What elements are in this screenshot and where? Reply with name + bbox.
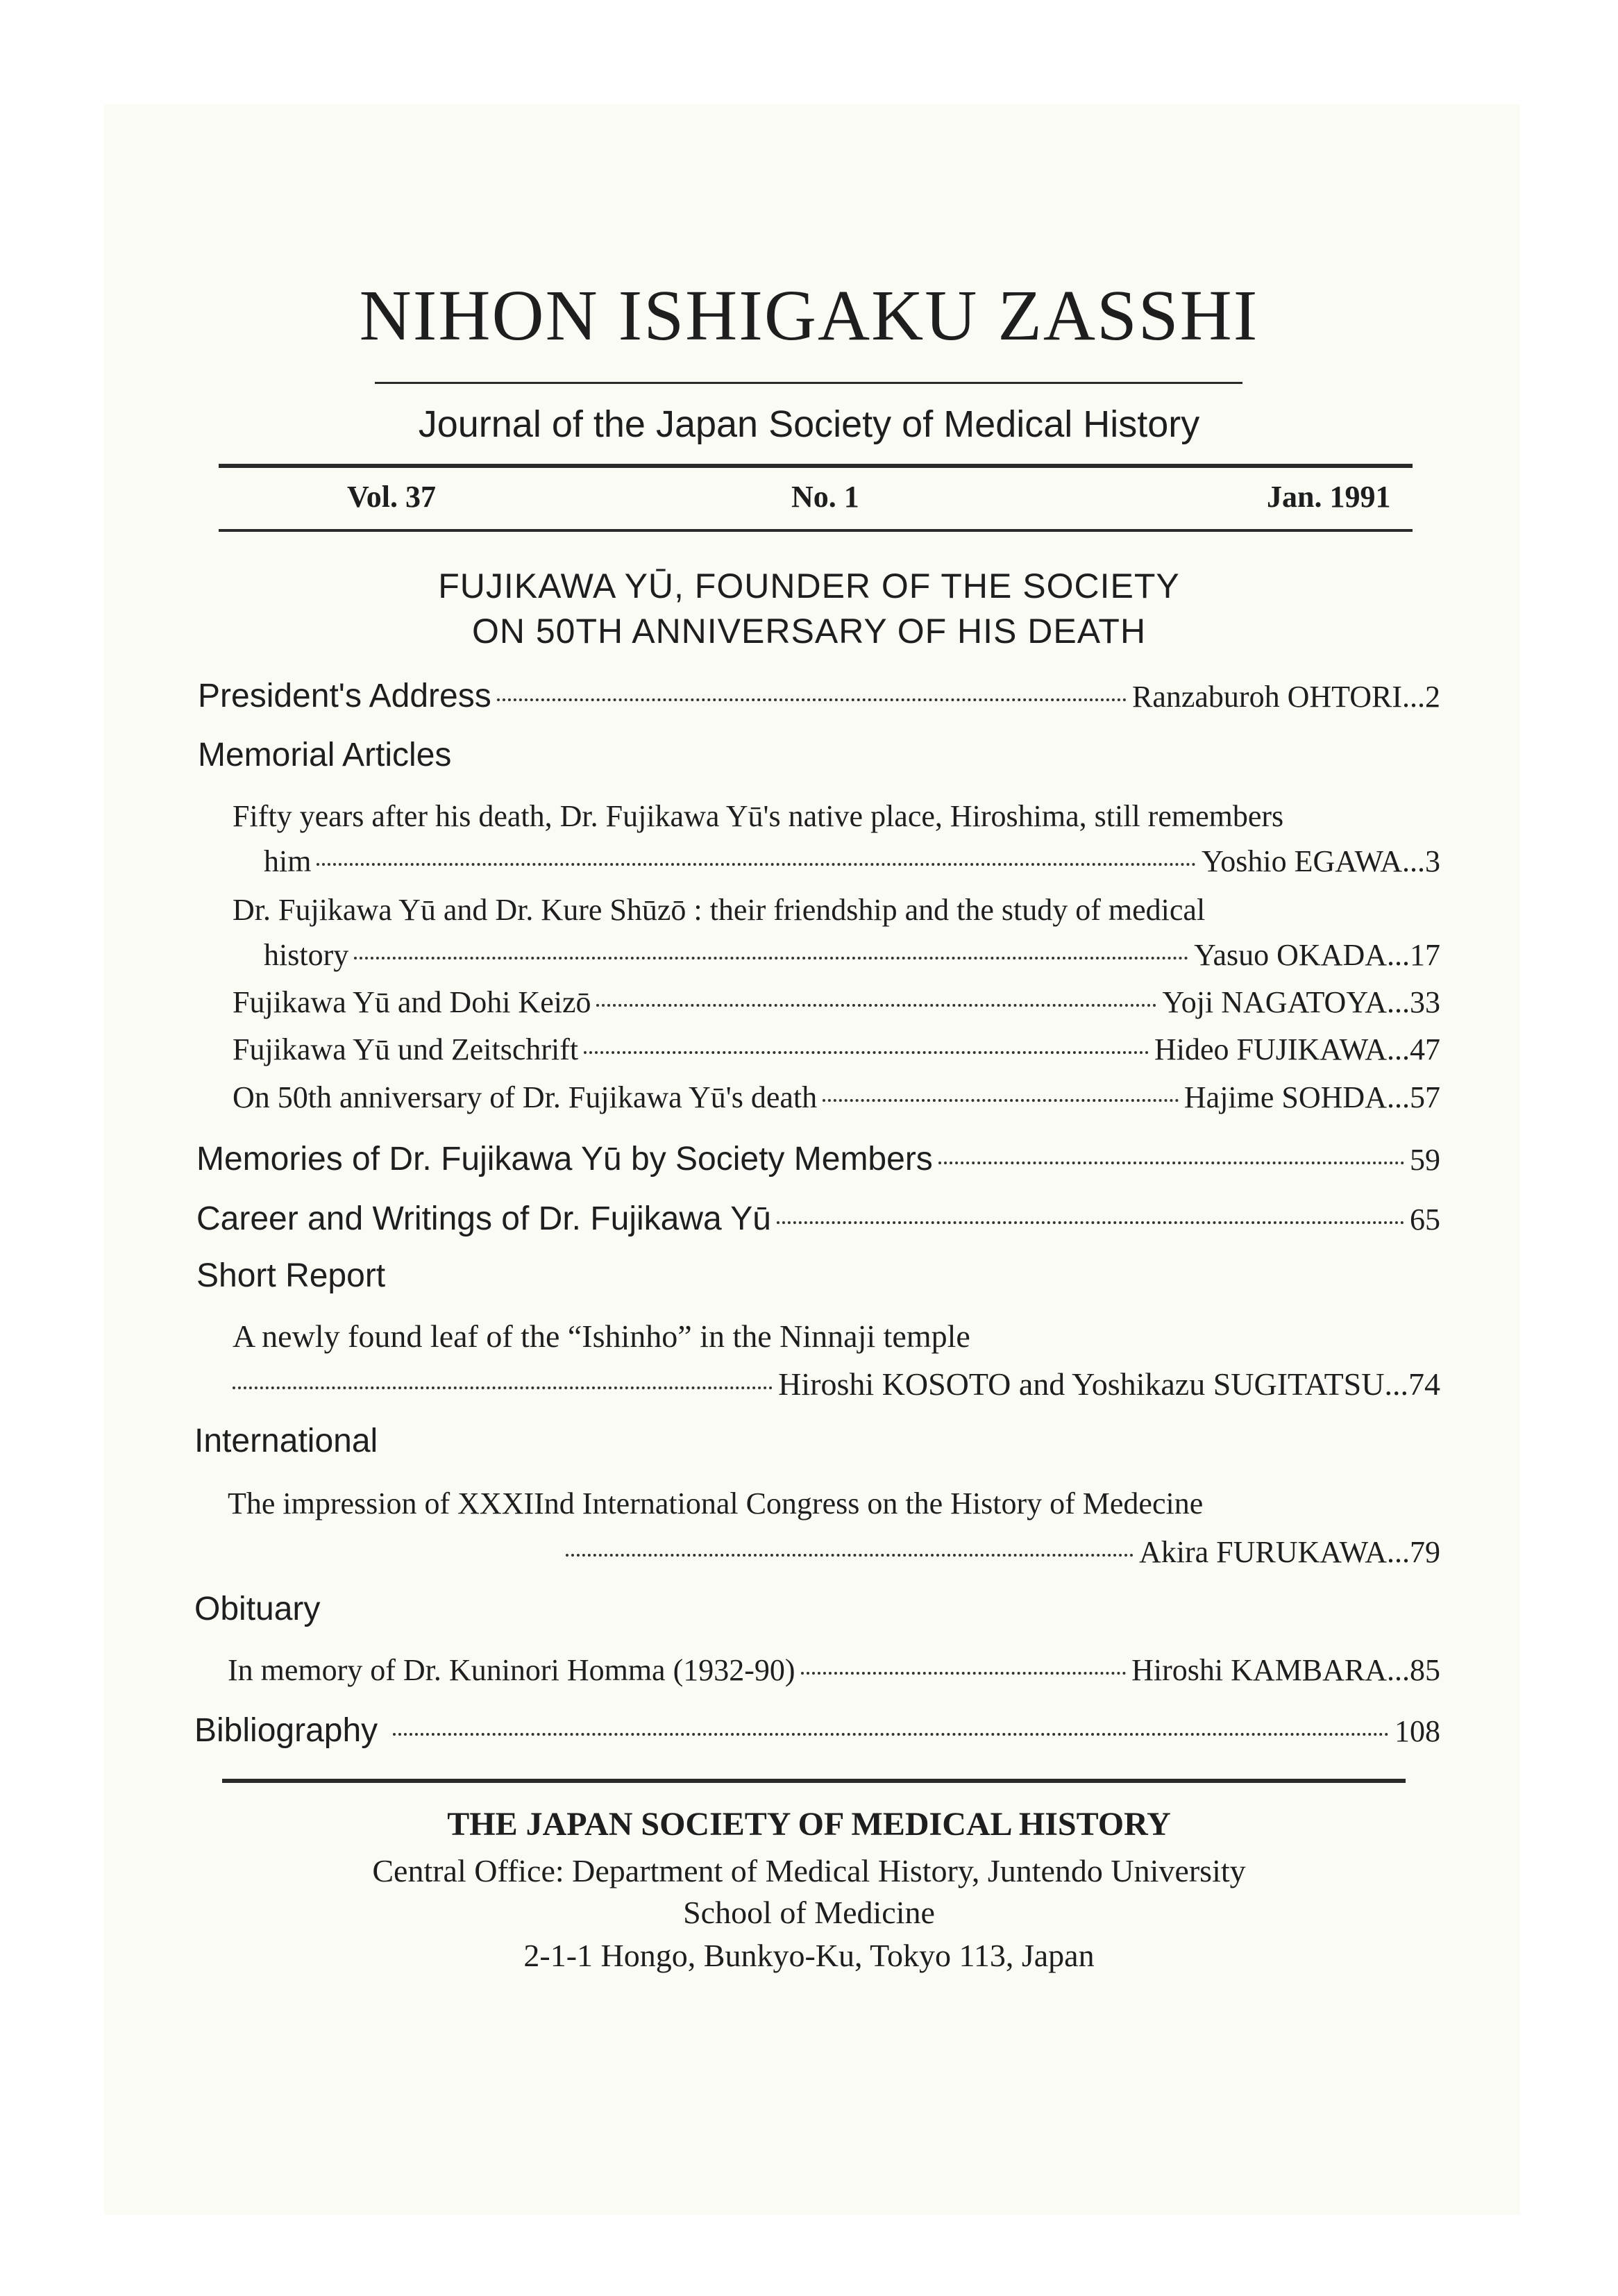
toc-title: In memory of Dr. Kuninori Homma (1932-90): [228, 1653, 795, 1687]
issue-top-rule: [219, 464, 1413, 468]
toc-author-page: Yoshio EGAWA...3: [1201, 844, 1440, 878]
issue-bottom-rule: [219, 529, 1413, 532]
toc-entry-presidents-address[interactable]: [198, 677, 1440, 715]
issue-number: No. 1: [791, 480, 859, 514]
publisher-address: 2-1-1 Hongo, Bunkyo-Ku, Tokyo 113, Japan: [523, 1938, 1095, 1973]
toc-entry-nagatoya[interactable]: [233, 984, 1440, 1020]
toc-entry-kosoto[interactable]: [233, 1366, 1440, 1402]
toc-entry-furukawa[interactable]: [566, 1534, 1440, 1570]
toc-author-page: Hideo FUJIKAWA...47: [1154, 1032, 1440, 1066]
dot-leader: [777, 1221, 1404, 1224]
toc-entry-career[interactable]: [196, 1200, 1440, 1238]
toc-page: 59: [1410, 1143, 1440, 1177]
volume-number: Vol. 37: [347, 480, 436, 514]
toc-entry-memories[interactable]: [196, 1140, 1440, 1178]
dot-leader: [393, 1733, 1389, 1736]
dot-leader: [596, 1004, 1156, 1007]
dot-leader: [566, 1554, 1134, 1557]
toc-entry-line: Dr. Fujikawa Yū and Dr. Kure Shūzō : their friendship and the study of medical: [233, 893, 1206, 927]
toc-author-page: Hiroshi KAMBARA...85: [1131, 1653, 1440, 1687]
toc-title: On 50th anniversary of Dr. Fujikawa Yū's death: [233, 1080, 818, 1114]
toc-title: Fujikawa Yū und Zeitschrift: [233, 1032, 579, 1066]
toc-title: Career and Writings of Dr. Fujikawa Yū: [196, 1200, 771, 1237]
toc-entry-fujikawa[interactable]: [233, 1032, 1440, 1067]
footer-rule: [222, 1779, 1406, 1783]
toc-title: history: [264, 938, 349, 972]
toc-author-page: Akira FURUKAWA...79: [1138, 1535, 1440, 1569]
toc-author-page: Hiroshi KOSOTO and Yoshikazu SUGITATSU...74: [778, 1366, 1440, 1402]
toc-entry-line: A newly found leaf of the “Ishinho” in the Ninnaji temple: [233, 1318, 970, 1354]
toc-title: him: [264, 844, 312, 878]
publisher-office-line1: Central Office: Department of Medical History, Juntendo University: [372, 1853, 1246, 1888]
journal-title: NIHON ISHIGAKU ZASSHI: [359, 276, 1259, 355]
dot-leader: [801, 1672, 1127, 1675]
dot-leader: [823, 1099, 1179, 1102]
toc-author-page: Yoji NAGATOYA...33: [1162, 985, 1440, 1019]
toc-author-page: Hajime SOHDA...57: [1183, 1080, 1440, 1114]
dot-leader: [317, 863, 1195, 866]
toc-entry-line: The impression of XXXIInd International Congress on the History of Medecine: [228, 1486, 1204, 1520]
dot-leader: [497, 698, 1127, 701]
publisher-name: THE JAPAN SOCIETY OF MEDICAL HISTORY: [447, 1806, 1171, 1843]
dot-leader: [584, 1051, 1149, 1054]
dot-leader: [354, 957, 1188, 960]
toc-page: 108: [1394, 1714, 1440, 1748]
toc-author-page: Yasuo OKADA...17: [1194, 938, 1440, 972]
toc-entry-egawa[interactable]: [264, 844, 1440, 879]
dot-leader: [938, 1162, 1404, 1164]
toc-entry-kambara[interactable]: [228, 1652, 1440, 1688]
toc-entry-okada[interactable]: [264, 937, 1440, 973]
publisher-office-line2: School of Medicine: [683, 1895, 935, 1930]
section-memorial-articles: Memorial Articles: [198, 737, 452, 773]
feature-heading-line2: ON 50TH ANNIVERSARY OF HIS DEATH: [471, 612, 1147, 651]
toc-title: President's Address: [198, 678, 491, 714]
toc-title: Bibliography: [194, 1712, 378, 1749]
toc-entry-bibliography[interactable]: [194, 1711, 1440, 1750]
section-obituary: Obituary: [194, 1591, 321, 1627]
toc-title: Fujikawa Yū and Dohi Keizō: [233, 985, 591, 1019]
feature-heading-line1: FUJIKAWA YŪ, FOUNDER OF THE SOCIETY: [438, 567, 1180, 605]
toc-entry-line: Fifty years after his death, Dr. Fujikawa Yū's native place, Hiroshima, still remembers: [233, 799, 1284, 833]
issue-date: Jan. 1991: [1267, 480, 1391, 514]
toc-title: Memories of Dr. Fujikawa Yū by Society Members: [196, 1141, 933, 1178]
section-international: International: [194, 1423, 378, 1459]
section-short-report: Short Report: [196, 1257, 386, 1294]
toc-page: 65: [1410, 1203, 1440, 1237]
title-divider: [375, 382, 1242, 384]
dot-leader: [233, 1386, 773, 1389]
toc-entry-sohda[interactable]: [233, 1080, 1440, 1115]
toc-author-page: Ranzaburoh OHTORI...2: [1132, 680, 1440, 714]
journal-subtitle: Journal of the Japan Society of Medical History: [418, 403, 1200, 445]
